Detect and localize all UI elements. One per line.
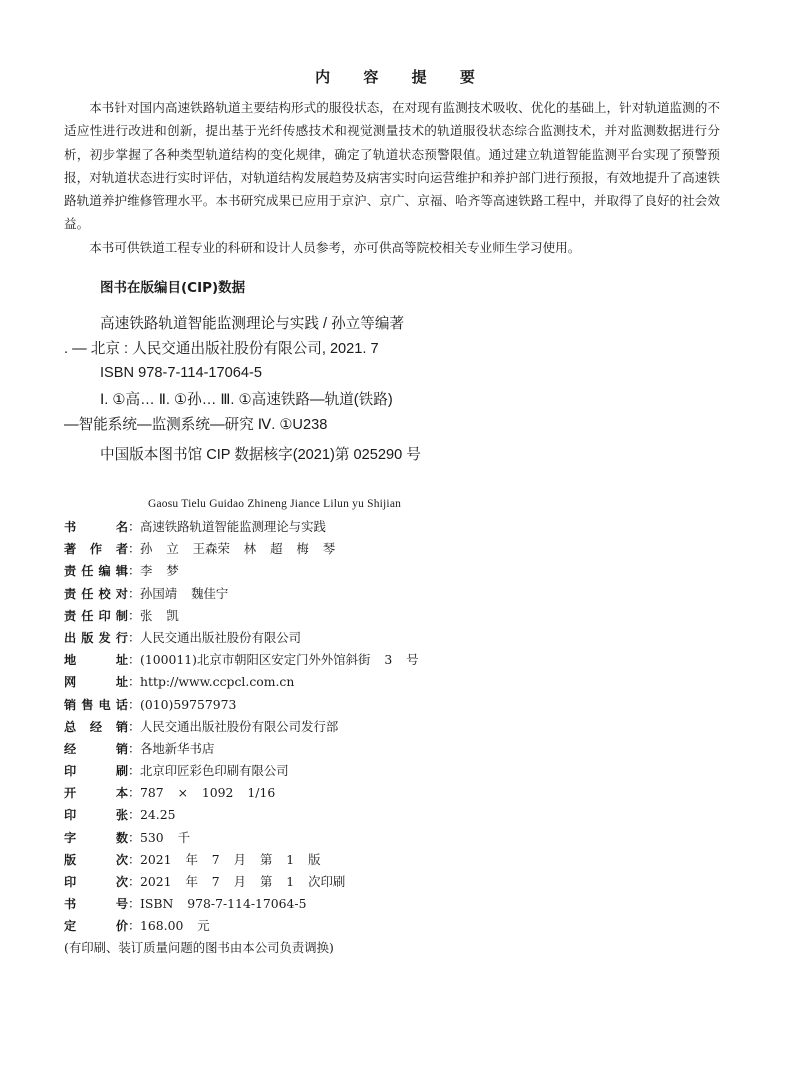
colophon-label-char: 印 — [98, 608, 111, 623]
colophon-label-char: 发 — [98, 630, 111, 645]
colophon-row — [64, 738, 724, 760]
cip-title-block — [64, 312, 624, 361]
colophon-label-char: 书 — [64, 897, 77, 912]
colophon-label-char: 张 — [115, 808, 128, 823]
colophon-colon: ： — [128, 740, 141, 756]
colophon-label-char: 书 — [64, 520, 77, 534]
colophon-row — [64, 649, 724, 671]
colophon-row — [64, 583, 724, 605]
colophon-label-char: 作 — [89, 542, 103, 557]
colophon-label-char: 地 — [64, 653, 77, 668]
colophon-value: 各地新华书店 — [140, 740, 215, 756]
colophon-value: 24.25 — [140, 807, 176, 823]
colophon-label — [64, 915, 128, 937]
colophon-value: 2021 年 7 月 第 1 次印刷 — [140, 874, 346, 889]
colophon-row — [64, 671, 724, 693]
summary-paragraph: 本书针对国内高速铁路轨道主要结构形式的服役状态，在对现有监测技术吸收、优化的基础上，针对轨道监测的不适应性进行改进和创新，提出基于光纤传感技术和视觉测量技术的轨道服役状态综合监测技术，并对监测数据进行分析，初步掌握了各种类型轨道结构的变化规律，确定了轨道状态预警限值。通过建立轨道智能监测平台实现了预警预报，对轨道状态进行实时评估，对轨道结构发展趋势及病害实时向运营维护和养护部门进行预报，有效地提升了高速铁路轨道养护维修管理水平。本书研究成果已应用于京沪、京广、京福、哈齐等高速铁路工程中，并取得了良好的社会效益。 — [64, 100, 720, 232]
colophon-label-char: 数 — [115, 830, 128, 845]
colophon-label — [64, 738, 128, 760]
colophon-label — [64, 804, 128, 826]
colophon-row — [64, 605, 724, 627]
colophon-label-char: 价 — [115, 919, 128, 934]
colophon-colon: ： — [128, 807, 141, 823]
summary-title: 内 容 提 要 — [315, 68, 489, 86]
colophon-label-char: 编 — [98, 564, 111, 579]
colophon-label — [64, 893, 128, 915]
summary-paragraph: 本书可供铁道工程专业的科研和设计人员参考，亦可供高等院校相关专业师生学习使用。 — [89, 239, 581, 255]
colophon-label-char: 本 — [115, 786, 128, 801]
colophon-label — [64, 627, 128, 649]
colophon-label — [64, 716, 128, 738]
colophon-colon: ： — [128, 607, 141, 623]
colophon-value: 孙国靖 魏佳宁 — [140, 585, 229, 601]
colophon-label-char: 校 — [98, 586, 111, 601]
colophon-label-char: 责 — [64, 608, 77, 623]
colophon-label-char: 字 — [64, 830, 77, 845]
colophon-label-char: 辑 — [115, 564, 128, 579]
colophon-label-char: 号 — [115, 897, 128, 912]
colophon-colon: ： — [128, 829, 141, 845]
colophon-label-char: 制 — [115, 608, 128, 623]
colophon-label — [64, 649, 128, 671]
colophon-colon: ： — [128, 785, 141, 801]
colophon-label — [64, 583, 128, 605]
cip-title-line: 高速铁路轨道智能监测理论与实践 / 孙立等编著 — [100, 316, 405, 332]
colophon-row — [64, 849, 724, 871]
colophon-colon: ： — [128, 674, 141, 690]
colophon-colon: ： — [128, 519, 141, 534]
colophon-label-char: 经 — [64, 741, 77, 756]
colophon-row — [64, 804, 724, 826]
colophon-label-char: 销 — [115, 741, 128, 756]
colophon-label-char: 总 — [64, 719, 77, 734]
colophon-label-char: 网 — [64, 675, 77, 690]
colophon-colon: ： — [128, 896, 141, 912]
colophon-table — [64, 516, 724, 938]
colophon-value: 人民交通出版社股份有限公司 — [140, 629, 302, 645]
colophon-label-char: 销 — [115, 719, 128, 734]
colophon-label — [64, 605, 128, 627]
colophon-row — [64, 893, 724, 915]
cip-classification-line: —智能系统—监测系统—研究 Ⅳ. ①U238 — [64, 416, 328, 433]
cip-heading: 图书在版编目(CIP)数据 — [100, 280, 246, 296]
colophon-colon: ： — [128, 696, 141, 712]
colophon-row — [64, 716, 724, 738]
colophon-label-char: 者 — [115, 542, 128, 557]
colophon-label-char: 刷 — [115, 764, 128, 779]
colophon-label — [64, 871, 128, 893]
colophon-colon: ： — [128, 541, 141, 557]
colophon-value: (010)59757973 — [140, 696, 237, 712]
colophon-label-char: 责 — [64, 564, 77, 579]
colophon-colon: ： — [128, 874, 141, 889]
colophon-label-char: 版 — [81, 630, 94, 645]
colophon-value: 李 梦 — [140, 563, 179, 579]
colophon-label-char: 对 — [115, 586, 128, 601]
colophon-label-char: 次 — [115, 852, 128, 867]
colophon-value: 人民交通出版社股份有限公司发行部 — [140, 718, 339, 734]
colophon-row — [64, 538, 724, 560]
cip-classification-block — [64, 388, 624, 437]
colophon-label-char: 经 — [89, 719, 103, 734]
colophon-label-char: 电 — [98, 697, 111, 712]
summary-body — [64, 96, 720, 259]
colophon-colon: ： — [128, 718, 141, 734]
colophon-label-char: 著 — [64, 542, 77, 557]
colophon-label — [64, 516, 128, 538]
colophon-label-char: 定 — [64, 919, 77, 934]
colophon-label-char: 印 — [64, 808, 77, 823]
colophon-label — [64, 760, 128, 782]
colophon-colon: ： — [128, 851, 141, 867]
colophon-row — [64, 560, 724, 582]
colophon-label — [64, 538, 128, 560]
colophon-value: ISBN 978-7-114-17064-5 — [140, 896, 307, 912]
colophon-row — [64, 516, 724, 538]
colophon-label — [64, 782, 128, 804]
colophon-row — [64, 915, 724, 937]
colophon-label-char: 名 — [115, 520, 128, 534]
colophon-label-char: 销 — [64, 697, 77, 712]
colophon-row — [64, 782, 724, 804]
colophon-label-char: 出 — [64, 630, 77, 645]
colophon-colon: ： — [128, 585, 141, 601]
colophon-value: 高速铁路轨道智能监测理论与实践 — [140, 519, 326, 534]
colophon-label — [64, 827, 128, 849]
colophon-label-char: 任 — [81, 564, 94, 579]
colophon-value: http://www.ccpcl.com.cn — [140, 674, 295, 690]
colophon-value: 168.00 元 — [140, 918, 210, 934]
colophon-row — [64, 827, 724, 849]
colophon-colon: ： — [128, 918, 141, 934]
colophon-row — [64, 694, 724, 716]
colophon-colon: ： — [128, 763, 141, 779]
colophon-label-char: 责 — [64, 586, 77, 601]
pinyin-title: Gaosu Tielu Guidao Zhineng Jiance Lilun yu Shijian — [148, 498, 402, 510]
colophon-label — [64, 849, 128, 871]
colophon-value: 孙 立 王森荣 林 超 梅 琴 — [140, 541, 336, 557]
colophon-colon: ： — [128, 563, 141, 579]
colophon-value: 530 千 — [140, 829, 190, 845]
colophon-value: 北京印匠彩色印刷有限公司 — [140, 763, 289, 779]
colophon-label — [64, 671, 128, 693]
colophon-label-char: 址 — [115, 675, 128, 690]
colophon-value: 2021 年 7 月 第 1 版 — [140, 851, 321, 867]
footnote: (有印刷、装订质量问题的图书由本公司负责调换) — [64, 940, 334, 955]
colophon-label-char: 址 — [115, 653, 128, 668]
colophon-row — [64, 760, 724, 782]
colophon-colon: ： — [128, 652, 141, 668]
cip-data-number: 中国版本图书馆 CIP 数据核字(2021)第 025290 号 — [100, 447, 421, 463]
colophon-row — [64, 627, 724, 649]
colophon-label-char: 版 — [64, 852, 77, 867]
colophon-value: 787 × 1092 1/16 — [140, 785, 276, 801]
colophon-label-char: 任 — [81, 608, 94, 623]
colophon-label-char: 售 — [81, 697, 94, 712]
cip-isbn: ISBN 978-7-114-17064-5 — [100, 365, 262, 381]
cip-classification-line: Ⅰ. ①高… Ⅱ. ①孙… Ⅲ. ①高速铁路—轨道(铁路) — [100, 392, 393, 408]
colophon-row — [64, 871, 724, 893]
colophon-label-char: 印 — [64, 764, 77, 779]
colophon-label-char: 话 — [115, 697, 128, 712]
cip-publisher-line: . — 北京 : 人民交通出版社股份有限公司, 2021. 7 — [64, 340, 379, 357]
colophon-label-char: 任 — [81, 586, 94, 601]
colophon-label-char: 开 — [64, 786, 77, 801]
colophon-label-char: 印 — [64, 875, 77, 889]
colophon-label-char: 行 — [115, 630, 128, 645]
cip-isbn-block — [64, 361, 624, 386]
colophon-label — [64, 694, 128, 716]
cip-number-block — [64, 443, 624, 468]
colophon-value: 张 凯 — [140, 607, 179, 623]
colophon-label-char: 次 — [115, 875, 128, 889]
colophon-value: (100011)北京市朝阳区安定门外外馆斜街 3 号 — [140, 652, 419, 668]
colophon-colon: ： — [128, 629, 141, 645]
colophon-label — [64, 560, 128, 582]
